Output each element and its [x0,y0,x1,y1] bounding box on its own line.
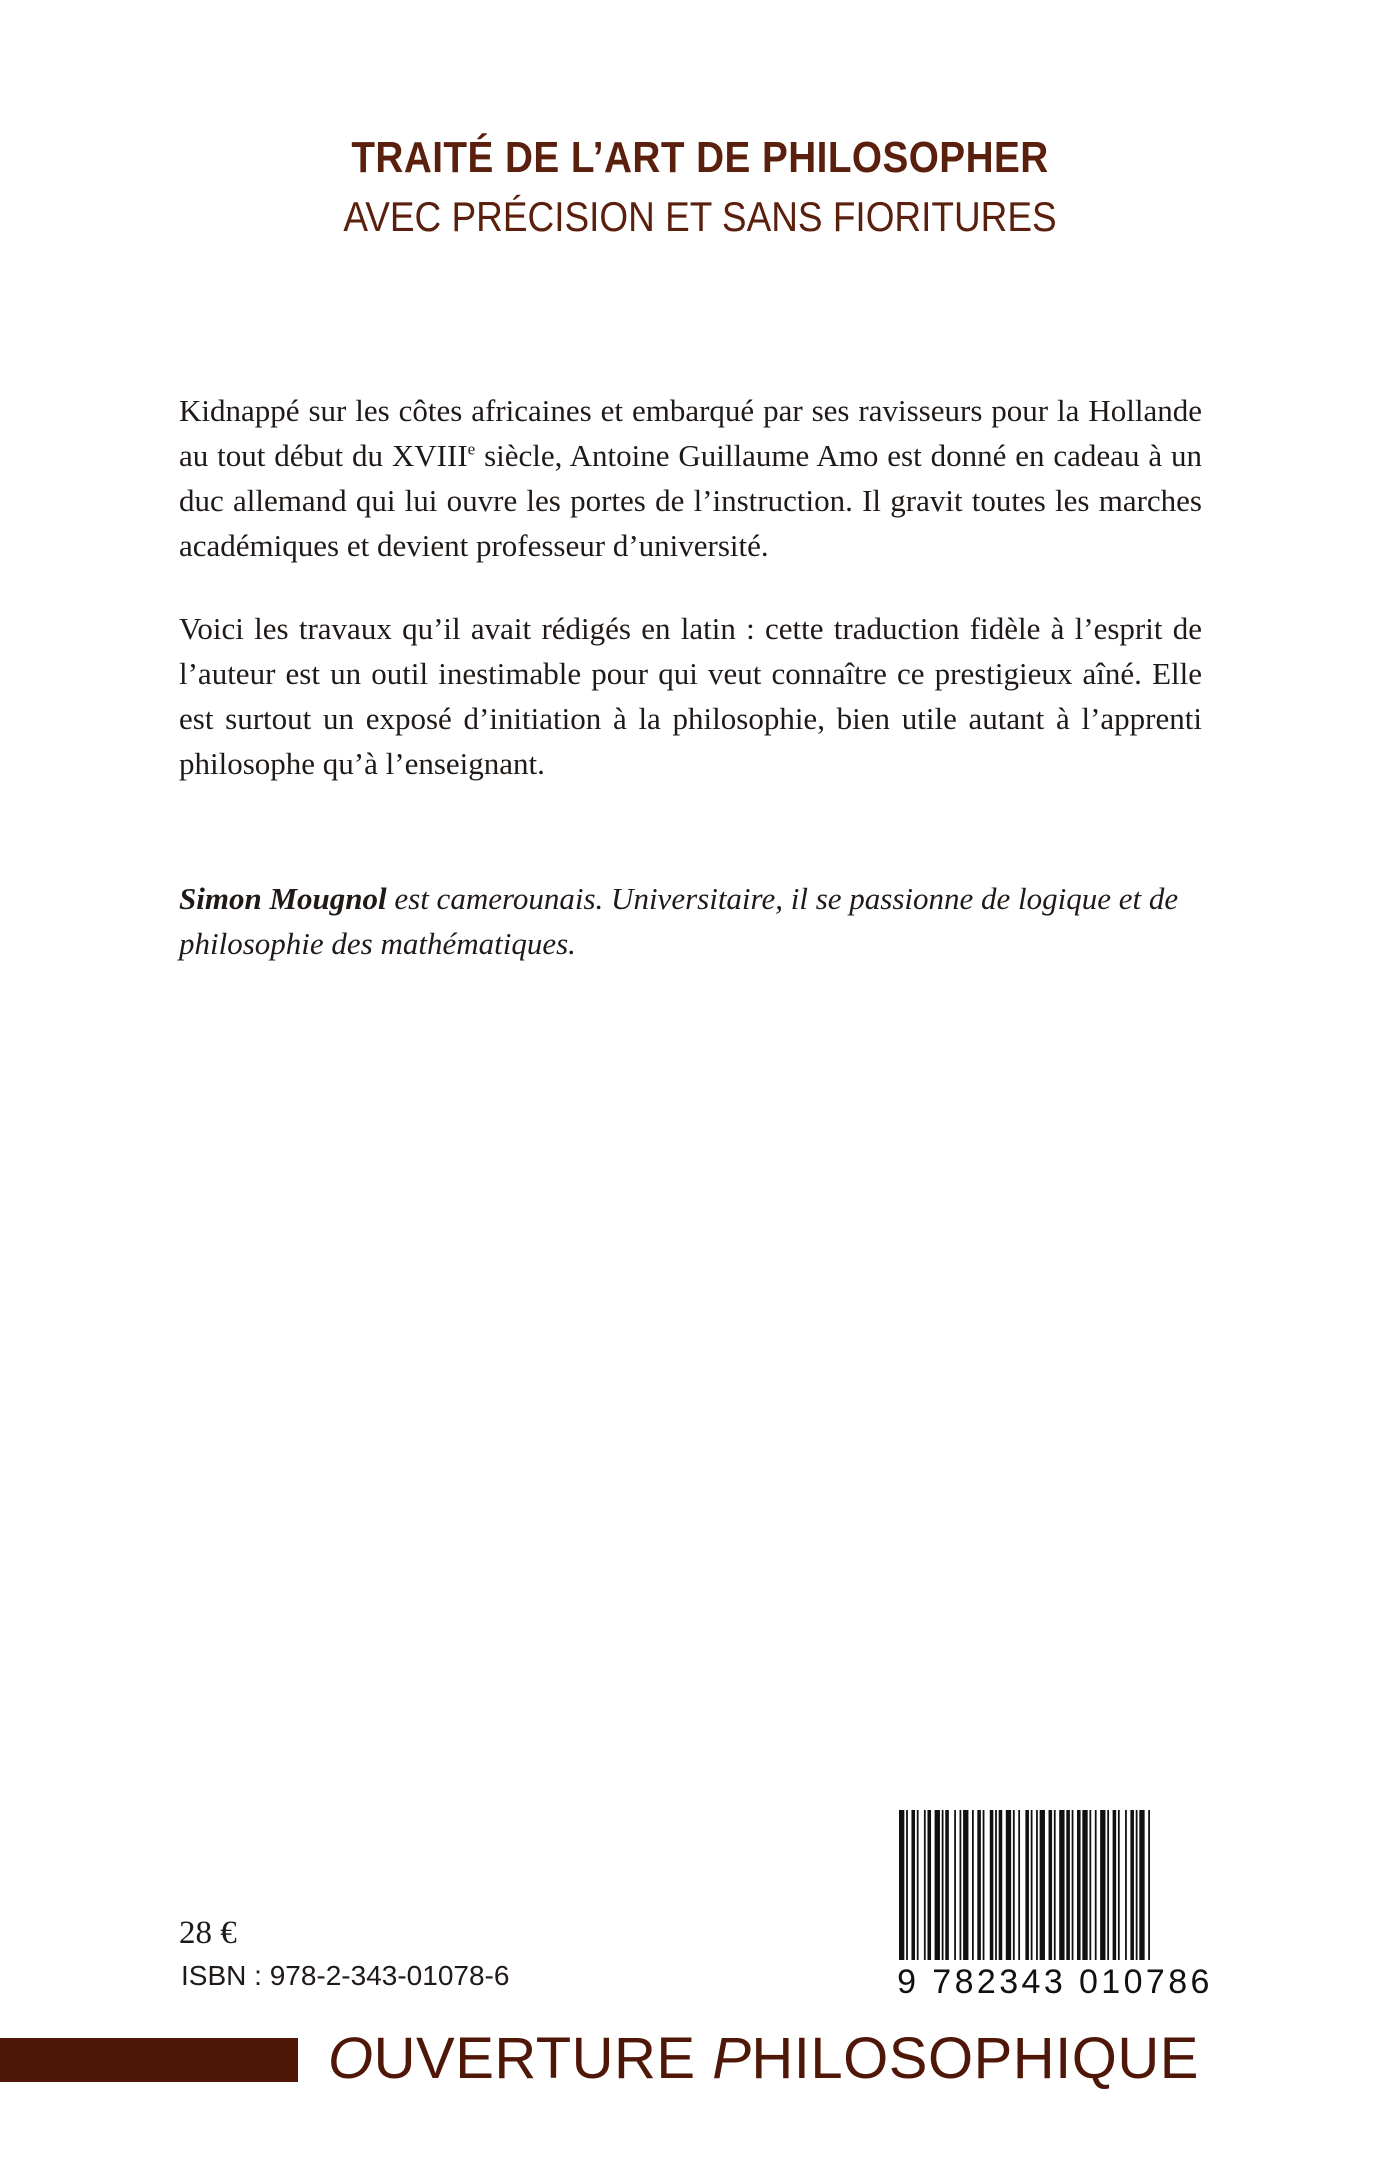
series-initial-o: O [328,2026,374,2091]
series-word1-rest: UVERTURE [373,2026,713,2091]
author-bio [179,876,1202,966]
summary-p1-part2: siècle, Antoine Guillaume Amo est donné en cadeau à un duc allemand qui lui ouvre les portes de l’instruction. Il gravit toutes les marches académiques et devient professeur d’université. [179,438,1202,563]
price: 28 € [179,1915,237,1951]
series-name [328,2026,1199,2092]
summary-p1-part1: Kidnappé sur les côtes africaines et embarqué par ses ravisseurs pour la Hollande au tout début du XVIII [179,393,1202,473]
series-bar [0,2038,298,2082]
barcode-digits: 9 782343 010786 [897,1963,1213,2001]
author-bio-text: est camerounais. Universitaire, il se passionne de logique et de philosophie des mathématiques. [179,881,1179,961]
isbn: ISBN : 978-2-343-01078-6 [181,1960,510,1991]
series-initial-p: P [712,2026,752,2091]
series-word2-rest: HILOSOPHIQUE [751,2026,1199,2091]
century-superscript: e [467,439,476,459]
title-block [0,130,1400,246]
summary-p2: Voici les travaux qu’il avait rédigés en latin : cette traduction fidèle à l’esprit de l’auteur est un outil inestimable pour qui veut connaître ce prestigieux aîné. Elle est surtout un exposé d’initiation à la philosophie, bien utile autant à l’apprenti philosophe qu’à l’enseignant. [179,611,1202,781]
book-subtitle: AVEC PRÉCISION ET SANS FIORITURES [343,193,1057,240]
summary-paragraph-2 [179,606,1202,786]
book-title: TRAITÉ DE L’ART DE PHILOSOPHER [351,133,1049,182]
author-name: Simon Mougnol [179,881,387,916]
summary-paragraph-1 [179,388,1202,568]
